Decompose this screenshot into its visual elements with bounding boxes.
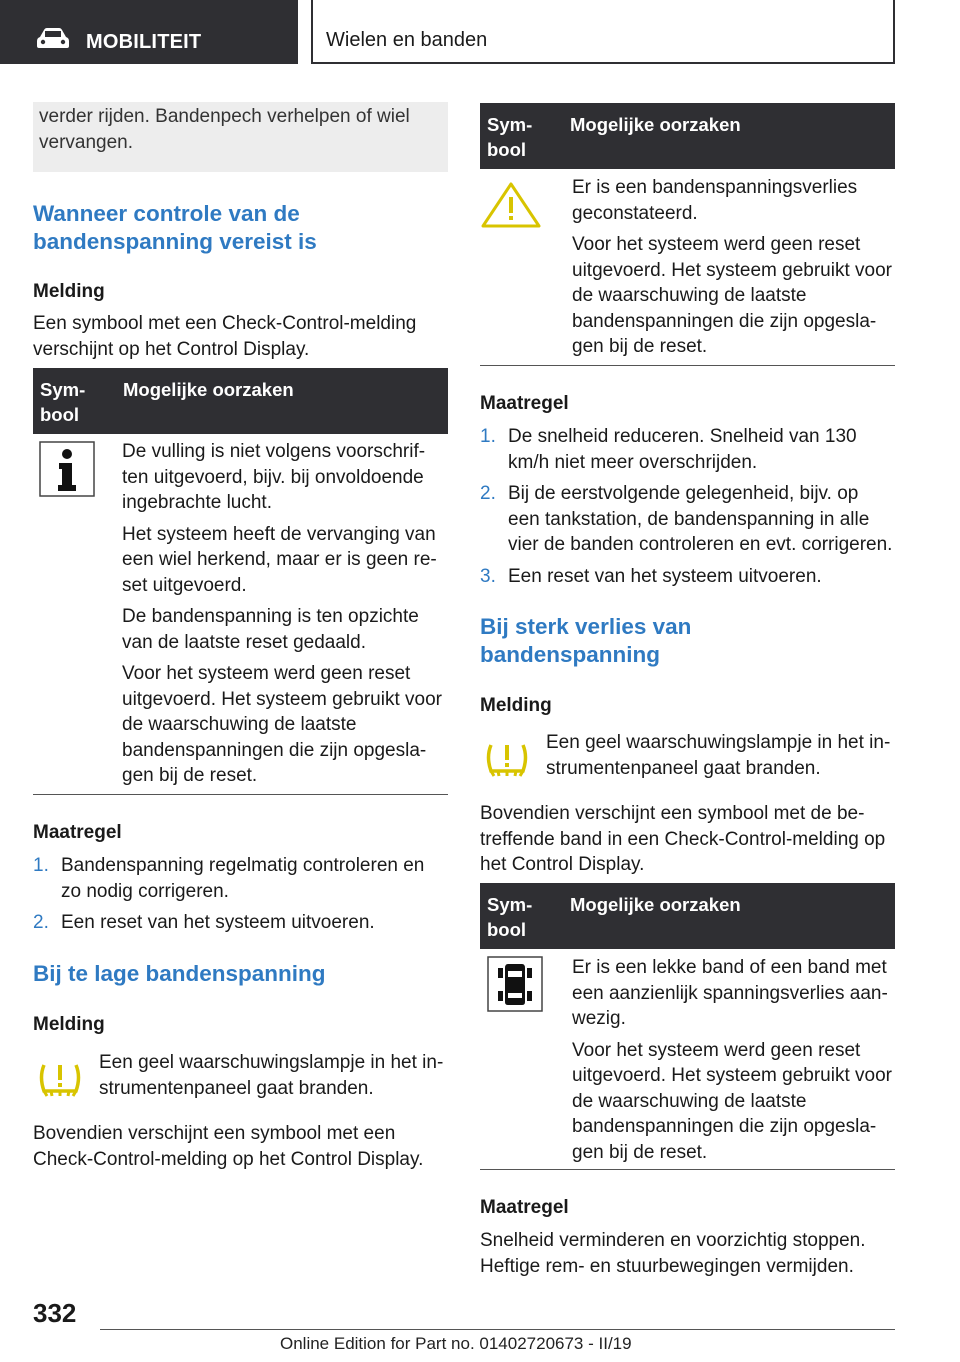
car-tires-icon [487,956,543,1017]
table-divider [33,794,448,795]
cause-text: Het systeem heeft de vervanging van een wiel herkend, maar er is geen re-set uitgevoerd. [122,523,437,596]
table-divider [480,1169,895,1170]
steps-list [480,424,895,595]
lamp-text: Een geel waarschuwingslampje in het in-strumentenpaneel gaat branden. [546,732,891,779]
subheading-melding: Melding [480,695,552,716]
cause-text: De vulling is niet volgens voorschrif-ten uitgevoerd, bijv. bij onvoldoende ingebrachte lucht. [122,441,426,513]
section-tab [0,0,298,64]
edition-text: Online Edition for Part no. 01402720673 - II/19 [280,1334,632,1353]
list-item: 2. Bij de eerstvolgende gelegenheid, bijv. op een tankstation, de bandenspanning in alle vier de banden controleren en evt. corrigeren. [480,483,893,555]
lamp-text: Een geel waarschuwingslampje in het in-strumentenpaneel gaat branden. [99,1052,444,1099]
col-causes-header: Mogelijke oorzaken [570,114,741,135]
list-item: 2. Een reset van het systeem uitvoeren. [33,912,375,933]
table-cell-causes [122,439,444,795]
tire-pressure-lamp-icon [484,739,530,788]
col-causes-header: Mogelijke oorzaken [570,894,741,915]
intro-block: verder rijden. Bandenpech verhelpen of wiel vervangen. [33,102,448,172]
table-header [480,103,895,169]
col-symbol-header: Sym- bool [487,114,533,160]
cause-text: Er is een lekke band of een band met een aanzienlijk spanningsverlies aan-wezig. [572,957,888,1029]
heading-check-required: Wanneer controle van de bandenspanning vereist is [33,201,317,254]
table-cell-causes [572,955,894,1171]
info-icon [39,441,95,502]
melding-text: Een symbool met een Check-Control-melding verschijnt op het Control Display. [33,313,417,360]
cause-text: Voor het systeem werd geen reset uitgevoerd. Het systeem gebruikt voor de waarschuwing de laatste bandenspanningen die zijn opgesla-gen bij de reset. [122,663,442,786]
also-text: Bovendien verschijnt een symbool met een Check-Control-melding op het Control Display. [33,1123,424,1170]
col-symbol-header: Sym- bool [40,379,86,425]
col-causes-header: Mogelijke oorzaken [123,379,294,400]
list-item: 3. Een reset van het systeem uitvoeren. [480,565,822,587]
col-symbol-header: Sym- bool [487,894,533,940]
table-divider [480,365,895,366]
subheading-maatregel: Maatregel [480,393,569,414]
cause-text: De bandenspanning is ten opzichte van de laatste reset gedaald. [122,606,419,653]
car-icon [36,27,70,49]
tire-pressure-lamp-icon [37,1059,83,1108]
page-number: 332 [33,1298,77,1328]
final-text: Snelheid verminderen en voorzichtig stoppen. Heftige rem- en stuurbewegingen vermijden. [480,1230,866,1277]
steps-list [33,853,448,942]
chapter-header [311,0,895,64]
cause-text: Voor het systeem werd geen reset uitgevoerd. Het systeem gebruikt voor de waarschuwing de laatste bandenspanningen die zijn opgesla-gen bij de reset. [572,1039,892,1163]
heading-strong-loss: Bij sterk verlies van bandenspanning [480,614,692,667]
subheading-maatregel: Maatregel [33,822,122,843]
chapter-title: Wielen en banden [326,29,488,51]
footer-divider [100,1329,895,1330]
heading-low-pressure: Bij te lage bandenspanning [33,961,326,986]
subheading-maatregel: Maatregel [480,1197,569,1218]
table-header [480,883,895,949]
section-label: MOBILITEIT [86,31,202,53]
table-header [33,368,448,434]
subheading-melding: Melding [33,1014,105,1035]
also-text: Bovendien verschijnt een symbool met de be-treffende band in een Check-Control-melding op het Control Display. [480,803,886,875]
table-cell-causes [572,175,894,366]
subheading-melding: Melding [33,281,105,302]
list-item: 1. Bandenspanning regelmatig controleren en zo nodig corrigeren. [33,855,425,902]
list-item: 1. De snelheid reduceren. Snelheid van 130 km/h niet meer overschrijden. [480,426,857,473]
cause-text: Voor het systeem werd geen reset uitgevoerd. Het systeem gebruikt voor de waarschuwing de laatste bandenspanningen die zijn opgesla-gen bij de reset. [572,234,892,357]
cause-text: Er is een bandenspanningsverlies geconstateerd. [572,177,858,224]
warning-triangle-icon [480,181,542,234]
